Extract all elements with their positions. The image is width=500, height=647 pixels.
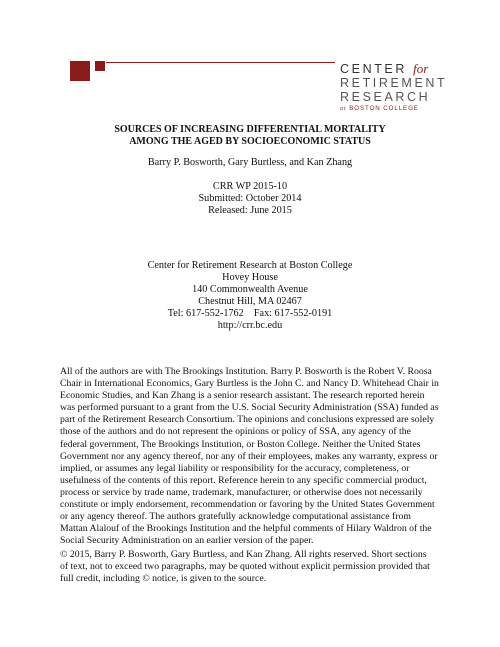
- logo-boston-college: BOSTON COLLEGE: [349, 105, 419, 112]
- copyright-paragraph: [60, 549, 444, 585]
- disclaimer-line: was performed pursuant to a grant from the U.S. Social Security Administration (SSA) funded as: [60, 402, 439, 414]
- logo-for-word: for: [413, 61, 429, 76]
- address-url: http://crr.bc.edu: [217, 320, 283, 331]
- disclaimer-line: Mattan Alalouf of the Brookings Institution and the helpful comments of Hilary Waldron of the: [60, 523, 432, 535]
- title-line-1: SOURCES OF INCREASING DIFFERENTIAL MORTALITY: [114, 124, 386, 135]
- released-date: Released: June 2015: [208, 205, 292, 216]
- authors: [0, 157, 500, 169]
- disclaimer-line: All of the authors are with The Brookings Institution. Barry P. Bosworth is the Robert V. Roosa: [60, 366, 432, 377]
- disclaimer-paragraph: [60, 366, 444, 547]
- logo-line-research: RESEARCH: [340, 90, 431, 104]
- disclaimer-line: part of the Retirement Research Consortium. The opinions and conclusions expressed are solely: [60, 414, 435, 426]
- address-city: Chestnut Hill, MA 02467: [198, 296, 302, 307]
- header-rule: [106, 62, 335, 63]
- logo-line-boston-college: [340, 105, 440, 113]
- disclaimer-line: implied, or assumes any legal liability or responsibility for the accuracy, completeness, or: [60, 462, 410, 474]
- address-block: [0, 260, 500, 332]
- disclaimer-line: Economic Studies, and Kan Zhang is a senior research assistant. The research reported herein: [60, 390, 425, 402]
- address-org: Center for Retirement Research at Boston College: [147, 260, 353, 271]
- disclaimer-line: those of the authors and do not represent the opinions or policy of SSA, any agency of the: [60, 426, 411, 438]
- logo-square-small: [95, 61, 105, 71]
- title-line-2: AMONG THE AGED BY SOCIOECONOMIC STATUS: [129, 136, 371, 147]
- disclaimer-line: constitute or imply endorsement, recommendation or favoring by the United States Government: [60, 499, 435, 511]
- address-street: 140 Commonwealth Avenue: [192, 284, 308, 295]
- logo-square-large: [70, 61, 90, 81]
- paper-title: [0, 124, 500, 148]
- logo-line-center: [340, 62, 440, 76]
- copyright-line: © 2015, Barry P. Bosworth, Gary Burtless, and Kan Zhang. All rights reserved. Short sections: [60, 549, 427, 560]
- disclaimer-line: Chair in International Economics, Gary Burtless is the John C. and Nancy D. Whitehead Chair in: [60, 378, 439, 390]
- crr-logo: [340, 61, 448, 113]
- disclaimer-line: process or service by trade name, trademark, manufacturer, or otherwise does not necessarily: [60, 486, 423, 498]
- authors-line: Barry P. Bosworth, Gary Burtless, and Kan Zhang: [147, 157, 353, 168]
- disclaimer-line: Social Security Administration on an earlier version of the paper.: [60, 535, 314, 547]
- disclaimer-line: or any agency thereof. The authors gratefully acknowledge computational assistance from: [60, 511, 411, 523]
- address-phone-fax: Tel: 617-552-1762 Fax: 617-552-0191: [167, 308, 333, 319]
- address-building: Hovey House: [222, 272, 278, 283]
- submitted-date: Submitted: October 2014: [198, 193, 302, 204]
- disclaimer-line: usefulness of the contents of this report. Reference herein to any specific commercial product,: [60, 474, 427, 486]
- logo-at-word: at: [340, 105, 347, 112]
- working-paper-number: CRR WP 2015-10: [212, 181, 288, 192]
- paper-info: [0, 181, 500, 217]
- copyright-line: full credit, including © notice, is given to the source.: [60, 573, 267, 585]
- disclaimer-line: Government nor any agency thereof, nor any of their employees, makes any warranty, express or: [60, 450, 438, 462]
- logo-line-retirement: RETIREMENT: [340, 76, 448, 90]
- disclaimer-line: federal government, The Brookings Institution, or Boston College. Neither the United States: [60, 438, 421, 450]
- copyright-line: of text, not to exceed two paragraphs, may be quoted without explicit permission provided that: [60, 561, 430, 573]
- logo-center-word: CENTER: [340, 62, 407, 76]
